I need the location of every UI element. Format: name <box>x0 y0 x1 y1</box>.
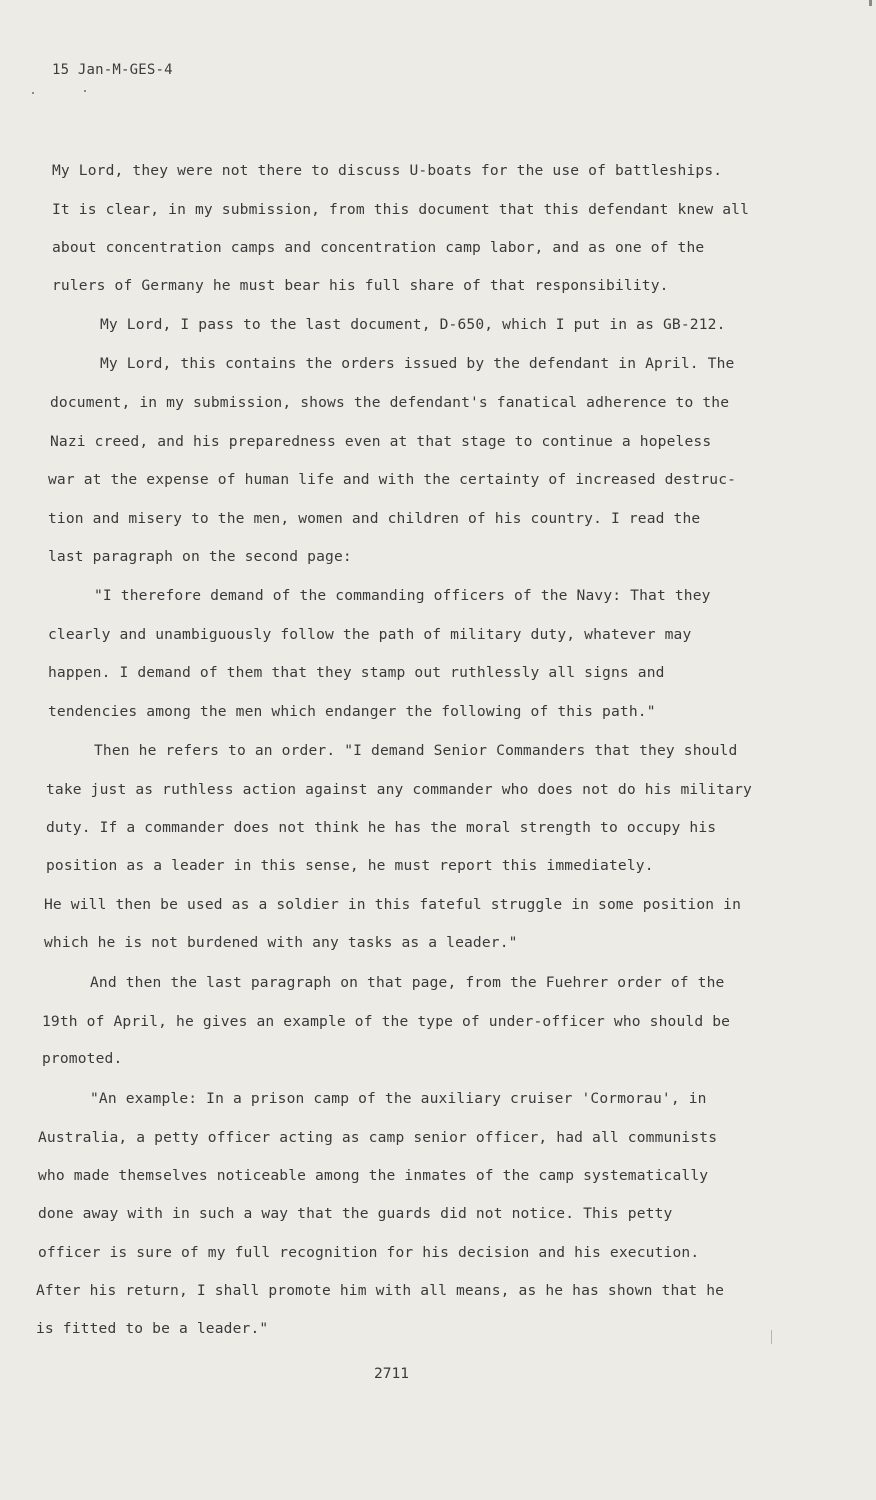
scan-mark <box>32 92 34 94</box>
text-line: Australia, a petty officer acting as camp senior officer, had all communists <box>38 1129 718 1146</box>
text-line: duty. If a commander does not think he has the moral strength to occupy his <box>46 819 717 836</box>
text-line: happen. I demand of them that they stamp out ruthlessly all signs and <box>48 664 665 681</box>
text-line: tion and misery to the men, women and children of his country. I read the <box>48 510 701 527</box>
text-line: "I therefore demand of the commanding officers of the Navy: That they <box>94 587 711 604</box>
text-line: take just as ruthless action against any commander who does not do his military <box>46 781 752 798</box>
text-line: promoted. <box>42 1050 123 1067</box>
text-line: war at the expense of human life and with the certainty of increased destruc- <box>48 471 737 488</box>
text-line: clearly and unambiguously follow the path of military duty, whatever may <box>48 626 692 643</box>
page-header: 15 Jan-M-GES-4 <box>52 62 173 78</box>
text-line: rulers of Germany he must bear his full share of that responsibility. <box>52 277 669 294</box>
text-line: done away with in such a way that the guards did not notice. This petty <box>38 1205 673 1222</box>
text-line: last paragraph on the second page: <box>48 548 352 565</box>
text-line: After his return, I shall promote him with all means, as he has shown that he <box>36 1282 725 1299</box>
text-line: document, in my submission, shows the defendant's fanatical adherence to the <box>50 394 730 411</box>
text-line: My Lord, they were not there to discuss U-boats for the use of battleships. <box>52 162 723 179</box>
scan-mark <box>84 90 86 92</box>
scan-mark <box>771 1330 772 1344</box>
text-line: And then the last paragraph on that page, from the Fuehrer order of the <box>90 974 725 991</box>
text-line: about concentration camps and concentration camp labor, and as one of the <box>52 239 705 256</box>
text-line: tendencies among the men which endanger the following of this path." <box>48 703 656 720</box>
text-line: "An example: In a prison camp of the auxiliary cruiser 'Cormorau', in <box>90 1090 707 1107</box>
text-line: who made themselves noticeable among the inmates of the camp systematically <box>38 1167 709 1184</box>
scan-mark <box>869 0 872 6</box>
text-line: Nazi creed, and his preparedness even at that stage to continue a hopeless <box>50 433 712 450</box>
page-number: 2711 <box>374 1366 409 1382</box>
text-line: which he is not burdened with any tasks as a leader." <box>44 934 518 951</box>
text-line: is fitted to be a leader." <box>36 1320 269 1337</box>
text-line: He will then be used as a soldier in this fateful struggle in some position in <box>44 896 742 913</box>
text-line: Then he refers to an order. "I demand Senior Commanders that they should <box>94 742 738 759</box>
text-line: My Lord, this contains the orders issued by the defendant in April. The <box>100 355 735 372</box>
text-line: My Lord, I pass to the last document, D-650, which I put in as GB-212. <box>100 316 726 333</box>
text-line: It is clear, in my submission, from this document that this defendant knew all <box>52 201 750 218</box>
text-line: 19th of April, he gives an example of the type of under-officer who should be <box>42 1013 731 1030</box>
text-line: officer is sure of my full recognition for his decision and his execution. <box>38 1244 700 1261</box>
text-line: position as a leader in this sense, he must report this immediately. <box>46 857 654 874</box>
